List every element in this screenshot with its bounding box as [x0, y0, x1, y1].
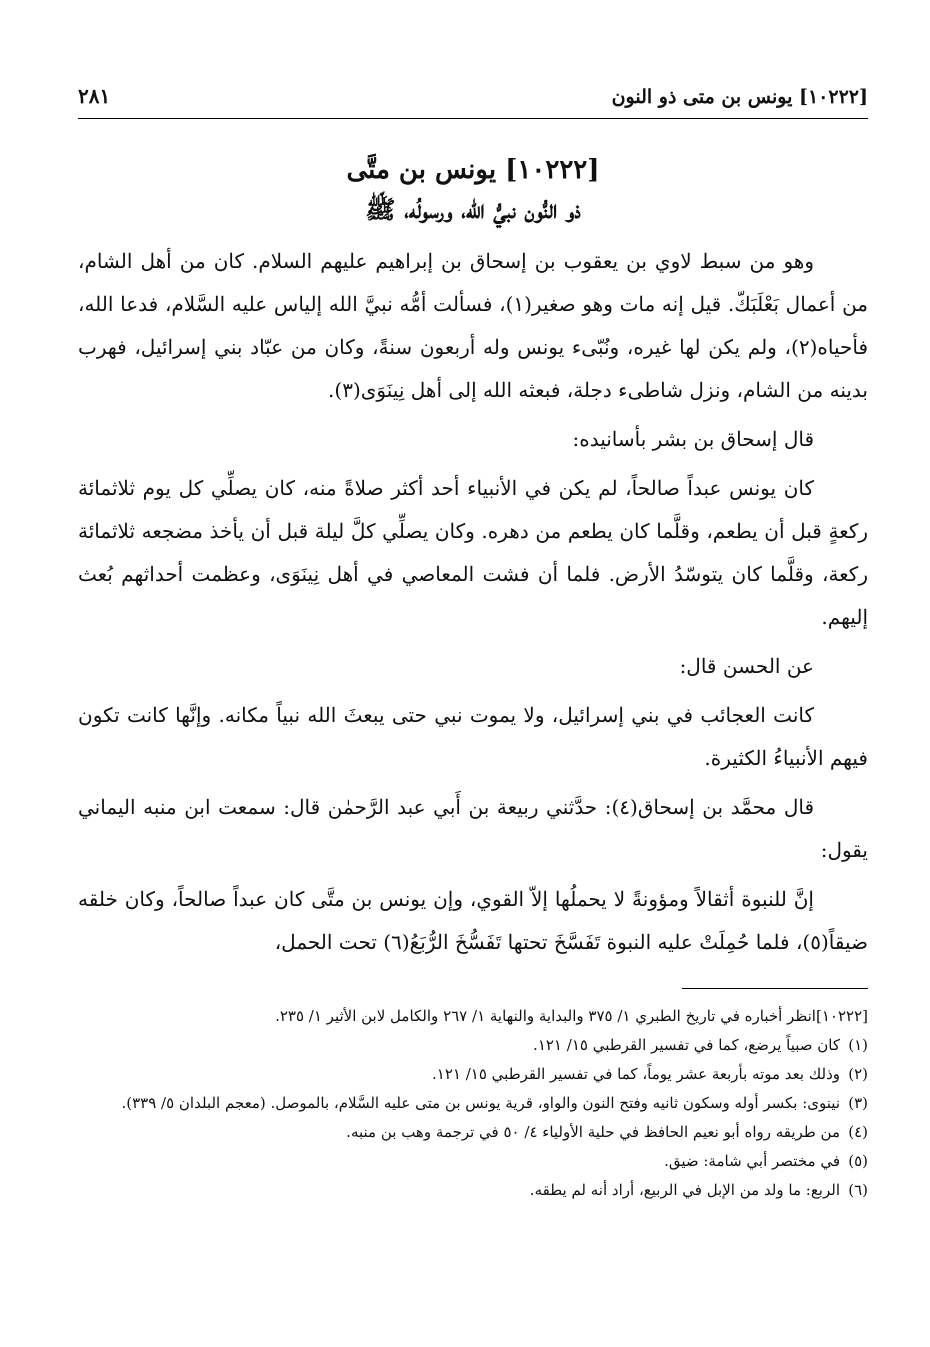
paragraph-5: كانت العجائب في بني إسرائيل، ولا يموت نبي حتى يبعثَ الله نبياً مكانه. وإنَّها كانت تكون فيهم الأنبياءُ الكثيرة.: [78, 703, 868, 770]
entry-title-line-1: [١٠٢٢٢] يونس بن متَّى: [346, 155, 600, 185]
footnote-text: في مختصر أبي شامة: ضيق.: [664, 1152, 840, 1170]
footnote-1: [78, 1031, 868, 1059]
body-text: [78, 240, 868, 964]
footnote-number: [١٠٢٢٢]: [815, 1007, 868, 1025]
footnote-4: [78, 1118, 868, 1146]
paragraph-1: وهو من سبط لاوي بن يعقوب بن إسحاق بن إبراهيم عليهم السلام. كان من أهل الشام، من أعمال بَعْلَبَكّ. قيل إنه مات وهو صغير(١)، فسألت أمُّه نبيَّ الله إلياس عليه السَّلام، فدعا الله، فأحياه(٢)، ولم يكن لها غيره، ونُبّىء يونس وله أربعون سنةً، وكان من عبّاد بني إسرائيل، فهرب بدينه من الشام، ونزل شاطىء دجلة، فبعثه الله إلى أهل نِينَوَى(٣).: [78, 249, 869, 402]
running-head-title: [١٠٢٢٢] يونس بن متى ذو النون: [611, 86, 868, 108]
footnote-number: (١): [848, 1036, 868, 1054]
entry-title: [78, 150, 868, 230]
paragraph-7: إنَّ للنبوة أثقالاً ومؤونةً لا يحملُها إلاّ القوي، وإن يونس بن متَّى كان عبداً صالحاً، وكان خلقه ضيقاً(٥)، فلما حُمِلَتْ عليه النبوة تَفَسَّخَ تحتها تَفَسُّخَ الرُّبَعُ(٦) تحت الحمل،: [78, 887, 868, 954]
footnote-text: من طريقه رواه أبو نعيم الحافظ في حلية الأولياء ٤/ ٥٠ في ترجمة وهب بن منبه.: [346, 1123, 840, 1141]
page-number: ٢٨١: [78, 84, 111, 108]
footnote-3: [78, 1089, 868, 1117]
footnotes: [78, 1002, 868, 1205]
footnote-5: [78, 1147, 868, 1175]
footnote-rule: [682, 988, 868, 989]
footnote-text: انظر أخباره في تاريخ الطبري ١/ ٣٧٥ والبداية والنهاية ١/ ٢٦٧ والكامل لابن الأثير ١/ ٢٣٥.: [275, 1007, 816, 1025]
header-rule: [78, 118, 868, 119]
footnote-text: كان صبياً يرضع، كما في تفسير القرطبي ١٥/ ١٢١.: [533, 1036, 840, 1054]
footnote-text: نينوى: بكسر أوله وسكون ثانيه وفتح النون والواو، قرية يونس بن متى عليه السَّلام، بالموصل. (معجم البلدان ٥/ ٣٣٩).: [121, 1094, 840, 1112]
paragraph-2: قال إسحاق بن بشر بأسانيده:: [572, 427, 814, 451]
footnote-number: (٣): [848, 1094, 868, 1112]
footnote-entry: [78, 1002, 868, 1030]
footnote-number: (٦): [848, 1181, 868, 1199]
running-head: [78, 82, 868, 118]
footnote-text: وذلك بعد موته بأربعة عشر يوماً، كما في تفسير القرطبي ١٥/ ١٢١.: [432, 1065, 840, 1083]
footnote-number: (٥): [848, 1152, 868, 1170]
paragraph-4: عن الحسن قال:: [679, 654, 814, 678]
footnote-text: الربع: ما ولد من الإبل في الربيع، أراد أنه لم يطقه.: [529, 1181, 840, 1199]
footnote-2: [78, 1060, 868, 1088]
paragraph-6: قال محمَّد بن إسحاق(٤): حدَّثني ربيعة بن أَبي عبد الرَّحمٰن قال: سمعت ابن منبه اليماني يقول:: [78, 795, 868, 862]
footnote-number: (٤): [848, 1123, 868, 1141]
footnote-number: (٢): [848, 1065, 868, 1083]
entry-title-line-2: ذو النُّون نبيُّ الله، ورسولُه، ﷺ: [365, 195, 581, 224]
footnote-6: [78, 1176, 868, 1204]
paragraph-3: كان يونس عبداً صالحاً، لم يكن في الأنبياء أحد أكثر صلاةً منه، كان يصلِّي كل يوم ثلاثمائة ركعةٍ قبل أن يطعم، وقلَّما كان يطعم من دهره. وكان يصلِّي كلَّ ليلة قبل أن يأخذ مضجعه ثلاثمائة ركعة، وقلَّما كان يتوسّدُ الأرض. فلما أن فشت المعاصي في أهل نِينَوَى، وعظمت أحداثهم بُعث إليهم.: [78, 476, 868, 629]
